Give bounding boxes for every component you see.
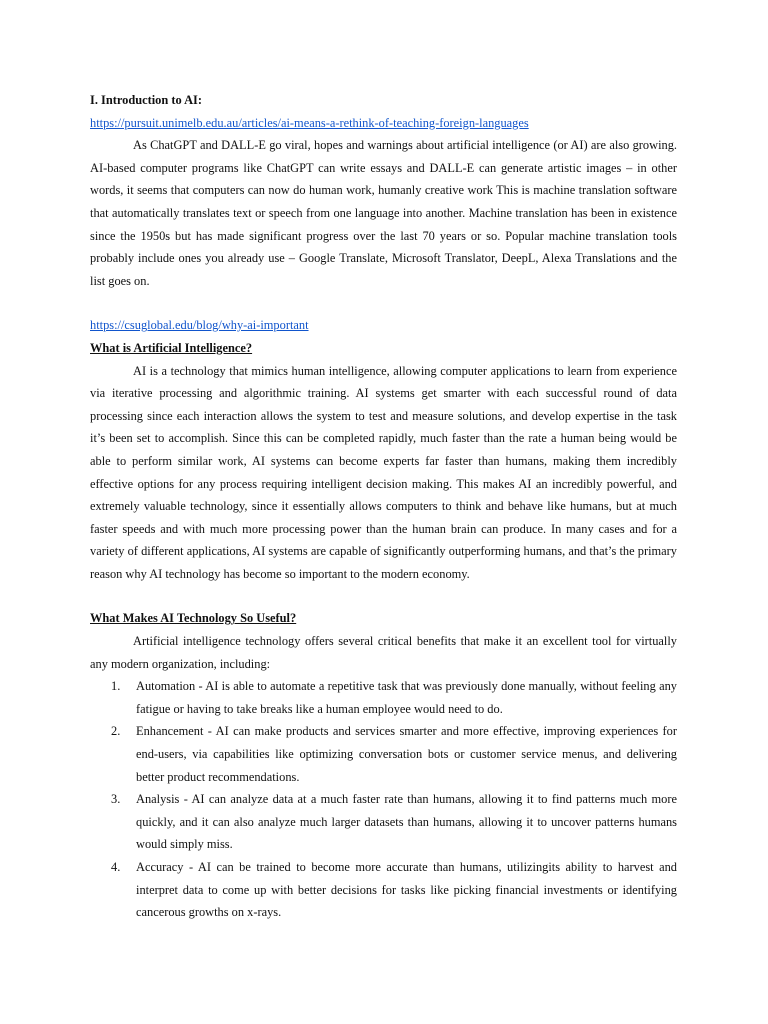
csuglobal-blog-link[interactable]: https://csuglobal.edu/blog/why-ai-important — [90, 318, 309, 333]
document-page — [90, 89, 677, 924]
list-item-text: Analysis - AI can analyze data at a much faster rate than humans, allowing it to find patterns much more quickly, and it can also analyze much larger datasets than humans, allowing it to uncover patterns humans would simply miss. — [136, 792, 677, 852]
list-item — [90, 788, 677, 856]
list-item-number: 4. — [111, 860, 121, 874]
what-is-ai-paragraph: AI is a technology that mimics human intelligence, allowing computer applications to learn from experience via iterative processing and algorithmic training. AI systems get smarter with each successful round of data processing since each interaction allows the system to test and measure solutions, and develop expertise in the task it’s been set to accomplish. Since this can be completed rapidly, much faster than the rate a human being would be able to perform similar work, AI systems can become experts far faster than humans, making them incredibly effective options for any process requiring intelligent decision making. This makes AI an incredibly powerful, and extremely valuable technology, since it essentially allows computers to think and behave like humans, but at much faster speeds and with much more processing power than the human brain can produce. In many cases and for a variety of different applications, AI systems are capable of significantly outperforming humans, and that’s the primary reason why AI technology has become so important to the modern economy. — [90, 363, 677, 581]
list-item-text: Accuracy - AI can be trained to become more accurate than humans, utilizingits ability to harvest and interpret data to come up with better decisions for tasks like picking financial investments or identifying cancerous growths on x-rays. — [136, 860, 677, 920]
intro-paragraph: As ChatGPT and DALL-E go viral, hopes and warnings about artificial intelligence (or AI) are also growing. AI-based computer programs like ChatGPT can write essays and DALL-E can generate artistic images – in other words, it seems that computers can now do human work, humanly creative work This is machine translation software that automatically translates text or speech from one language into another. Machine translation has been in existence since the 1950s but has made significant progress over the last 70 years or so. Popular machine translation tools probably include ones you already use – Google Translate, Microsoft Translator, DeepL, Alexa Translations and the list goes on. — [90, 138, 677, 288]
section-intro-heading: I. Introduction to AI: — [90, 93, 202, 107]
list-item-text: Enhancement - AI can make products and services smarter and more effective, improving experiences for end-users, via capabilities like optimizing conversation bots or customer service menus, and delivering better product recommendations. — [136, 724, 677, 784]
spacer — [90, 585, 677, 607]
list-item — [90, 675, 677, 720]
list-item-number: 3. — [111, 792, 121, 807]
list-item-number: 2. — [111, 724, 121, 739]
list-item — [90, 856, 677, 924]
ai-useful-heading: What Makes AI Technology So Useful? — [90, 611, 297, 626]
ai-useful-intro: Artificial intelligence technology offers several critical benefits that make it an excellent tool for virtually any modern organization, including: — [90, 634, 677, 671]
unimelb-article-link[interactable]: https://pursuit.unimelb.edu.au/articles/ai-means-a-rethink-of-teaching-foreign-languages — [90, 115, 529, 130]
spacer — [90, 292, 677, 314]
benefits-list — [90, 675, 677, 924]
list-item-text: Automation - AI is able to automate a repetitive task that was previously done manually, without feeling any fatigue or having to take breaks like a human employee would need to do. — [136, 679, 677, 716]
list-item-number: 1. — [111, 679, 121, 694]
list-item — [90, 720, 677, 788]
what-is-ai-heading: What is Artificial Intelligence? — [90, 340, 253, 355]
